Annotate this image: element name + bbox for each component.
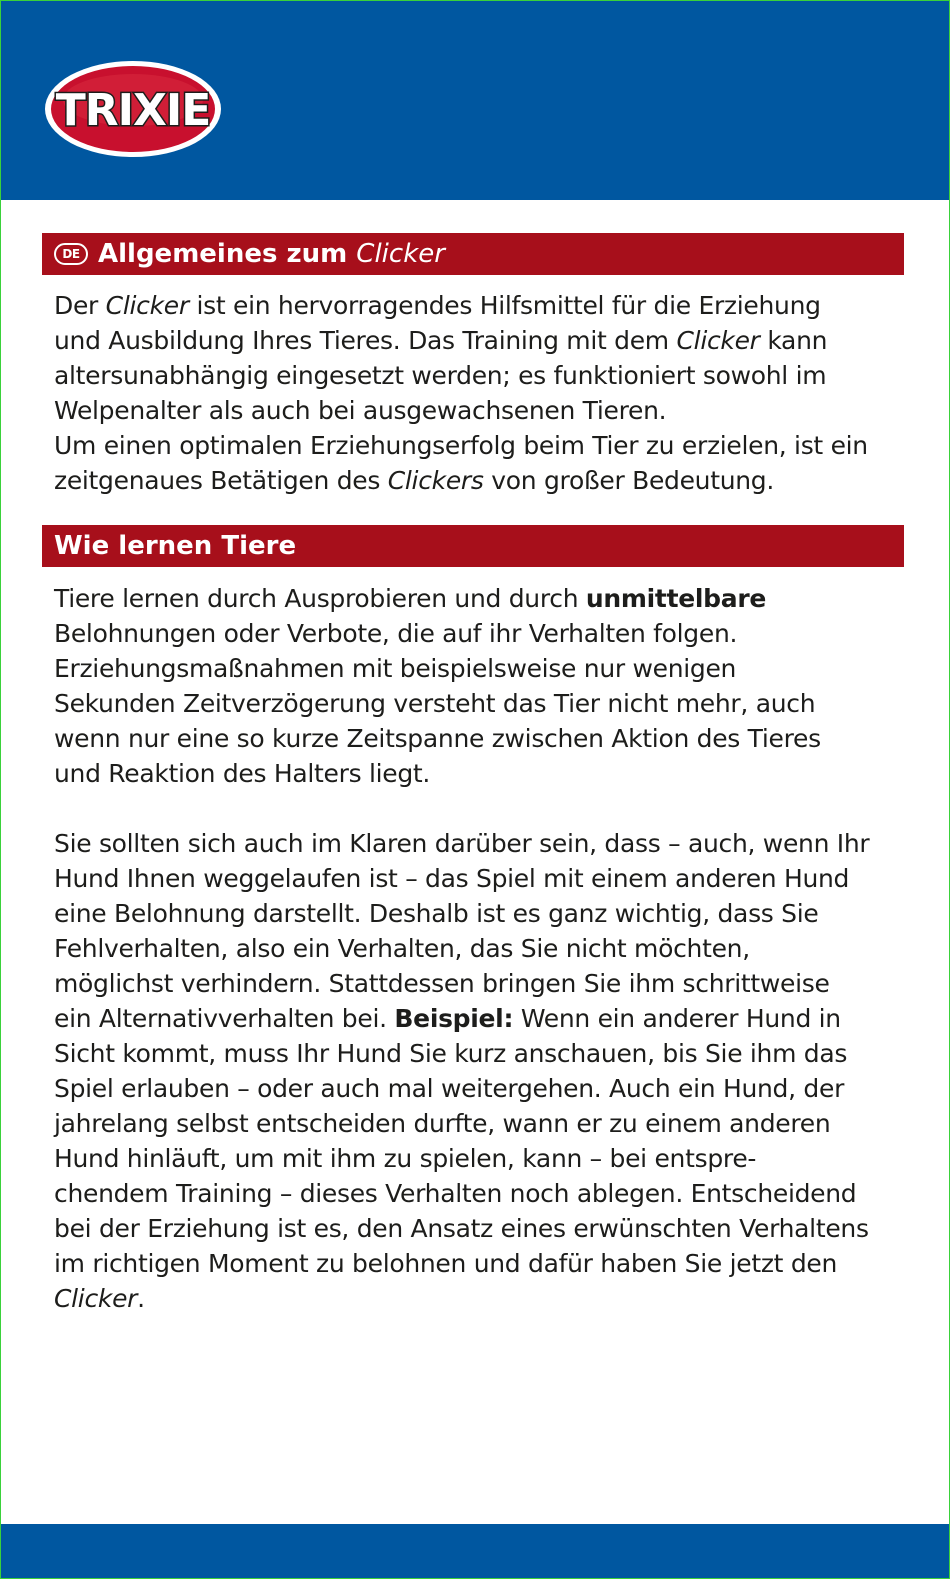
text-line: eine Belohnung darstellt. Deshalb ist es ganz wichtig, dass Sie: [54, 899, 819, 928]
text-line: wenn nur eine so kurze Zeitspanne zwischen Aktion des Tieres: [54, 724, 821, 753]
text-line: Um einen optimalen Erziehungserfolg beim Tier zu erzielen, ist ein: [54, 431, 868, 460]
text-line: und Reaktion des Halters liegt.: [54, 759, 431, 788]
text-line: Sicht kommt, muss Ihr Hund Sie kurz anschauen, bis Sie ihm das: [54, 1039, 848, 1068]
trixie-logo: [43, 53, 223, 159]
svg-text:TRIXIE: TRIXIE: [55, 85, 211, 136]
text-line: Spiel erlauben – oder auch mal weitergehen. Auch ein Hund, der: [54, 1074, 845, 1103]
heading-text-italic: Clicker: [356, 239, 445, 269]
text-line: Sekunden Zeitverzögerung versteht das Tier nicht mehr, auch: [54, 689, 816, 718]
heading-text: Wie lernen Tiere: [54, 531, 297, 561]
text-line: Clicker.: [54, 1284, 145, 1313]
learning-paragraph-1: [54, 581, 904, 791]
text-line: Hund Ihnen weggelaufen ist – das Spiel mit einem anderen Hund: [54, 864, 850, 893]
text-line: zeitgenaues Betätigen des Clickers von großer Bedeutung.: [54, 466, 775, 495]
text-line: Der Clicker ist ein hervorragendes Hilfsmittel für die Erziehung: [54, 291, 821, 320]
text-line: Welpenalter als auch bei ausgewachsenen Tieren.: [54, 396, 667, 425]
heading-text: Allgemeines zum: [98, 239, 348, 269]
text-line: im richtigen Moment zu belohnen und dafür haben Sie jetzt den: [54, 1249, 838, 1278]
text-line: chendem Training – dieses Verhalten noch ablegen. Entscheidend: [54, 1179, 857, 1208]
learning-paragraph-2: [54, 826, 904, 1316]
text-line: Belohnungen oder Verbote, die auf ihr Verhalten folgen.: [54, 619, 738, 648]
text-line: Tiere lernen durch Ausprobieren und durch unmittelbare: [54, 584, 766, 613]
text-line: und Ausbildung Ihres Tieres. Das Training mit dem Clicker kann: [54, 326, 828, 355]
section-heading-general: [42, 233, 904, 275]
footer-band: [1, 1524, 949, 1578]
text-line: Fehlverhalten, also ein Verhalten, das Sie nicht möchten,: [54, 934, 750, 963]
intro-paragraph: [54, 288, 904, 498]
text-line: Sie sollten sich auch im Klaren darüber sein, dass – auch, wenn Ihr: [54, 829, 870, 858]
header-band: [1, 1, 949, 200]
section-heading-learning: [42, 525, 904, 567]
text-line: Hund hinläuft, um mit ihm zu spielen, kann – bei entspre-: [54, 1144, 757, 1173]
language-badge: DE: [54, 243, 88, 265]
text-line: ein Alternativverhalten bei. Beispiel: Wenn ein anderer Hund in: [54, 1004, 841, 1033]
text-line: altersunabhängig eingesetzt werden; es funktioniert sowohl im: [54, 361, 827, 390]
text-line: Erziehungsmaßnahmen mit beispielsweise nur wenigen: [54, 654, 737, 683]
text-line: jahrelang selbst entscheiden durfte, wann er zu einem anderen: [54, 1109, 831, 1138]
text-line: bei der Erziehung ist es, den Ansatz eines erwünschten Verhaltens: [54, 1214, 869, 1243]
text-line: möglichst verhindern. Stattdessen bringen Sie ihm schrittweise: [54, 969, 830, 998]
